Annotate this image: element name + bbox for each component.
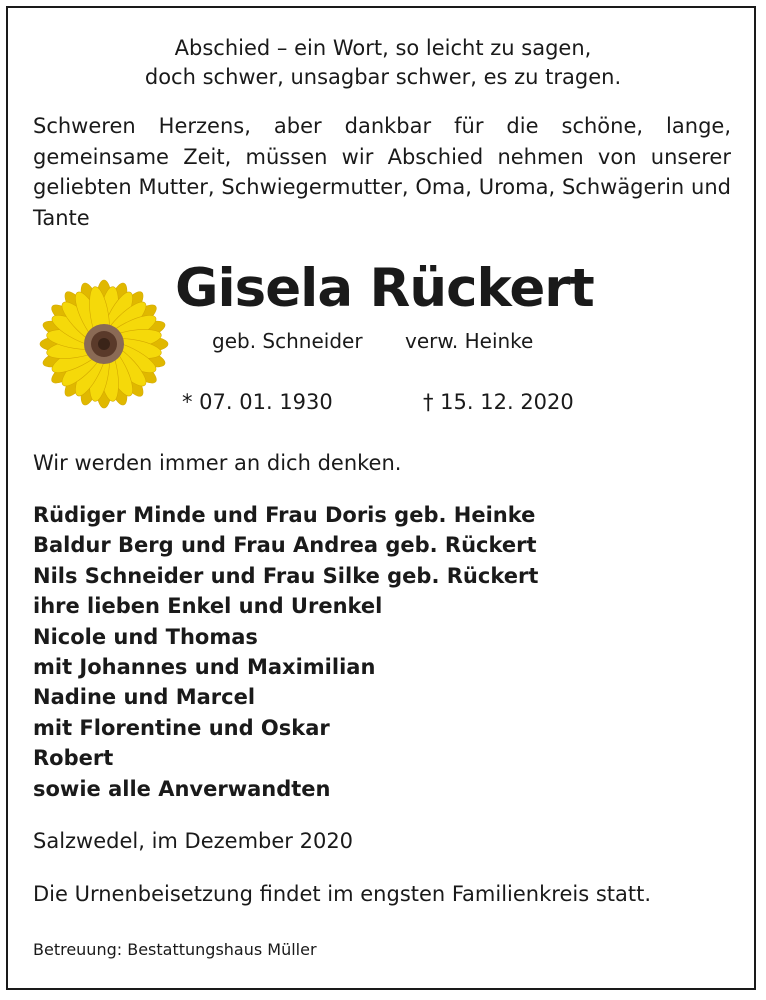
intro-text: Schweren Herzens, aber dankbar für die schöne, lange, gemeinsame Zeit, müssen wir Abschied nehmen von unserer geliebten Mutter, Schwiegermutter, Oma, Uroma, Schwägerin und Tante xyxy=(33,114,731,230)
birth-date: * 07. 01. 1930 xyxy=(182,390,333,414)
mourner-line: Nicole und Thomas xyxy=(33,624,258,649)
flower-icon xyxy=(30,276,175,416)
mourner-line: Nadine und Marcel xyxy=(33,685,256,710)
mourner-line: sowie alle Anverwandten xyxy=(33,776,331,801)
mourner-line: ihre lieben Enkel und Urenkel xyxy=(33,594,383,619)
birth-name: geb. Schneider xyxy=(212,329,363,353)
mourner-line: mit Johannes und Maximilian xyxy=(33,655,376,680)
mourner-line: Baldur Berg und Frau Andrea geb. Rückert xyxy=(33,533,537,558)
widowed-name: verw. Heinke xyxy=(405,329,534,353)
motto-line: doch schwer, unsagbar schwer, es zu tragen. xyxy=(144,65,622,89)
motto-verse xyxy=(0,34,766,92)
mourner-line: Nils Schneider und Frau Silke geb. Rückert xyxy=(33,563,539,588)
burial-note: Die Urnenbeisetzung findet im engsten Familienkreis statt. xyxy=(33,882,652,906)
mourner-line: Rüdiger Minde und Frau Doris geb. Heinke xyxy=(33,503,536,527)
funeral-home-note: Betreuung: Bestattungshaus Müller xyxy=(33,940,317,959)
remembrance-line: Wir werden immer an dich denken. xyxy=(33,451,402,475)
mourners-list xyxy=(33,500,538,804)
flower-center-core xyxy=(98,338,110,350)
death-date: † 15. 12. 2020 xyxy=(423,390,574,414)
motto-line: Abschied – ein Wort, so leicht zu sagen, xyxy=(174,36,592,60)
place-date: Salzwedel, im Dezember 2020 xyxy=(33,829,354,853)
mourner-line: mit Florentine und Oskar xyxy=(33,715,330,740)
deceased-name: Gisela Rückert xyxy=(175,258,594,319)
mourner-line: Robert xyxy=(33,746,114,771)
